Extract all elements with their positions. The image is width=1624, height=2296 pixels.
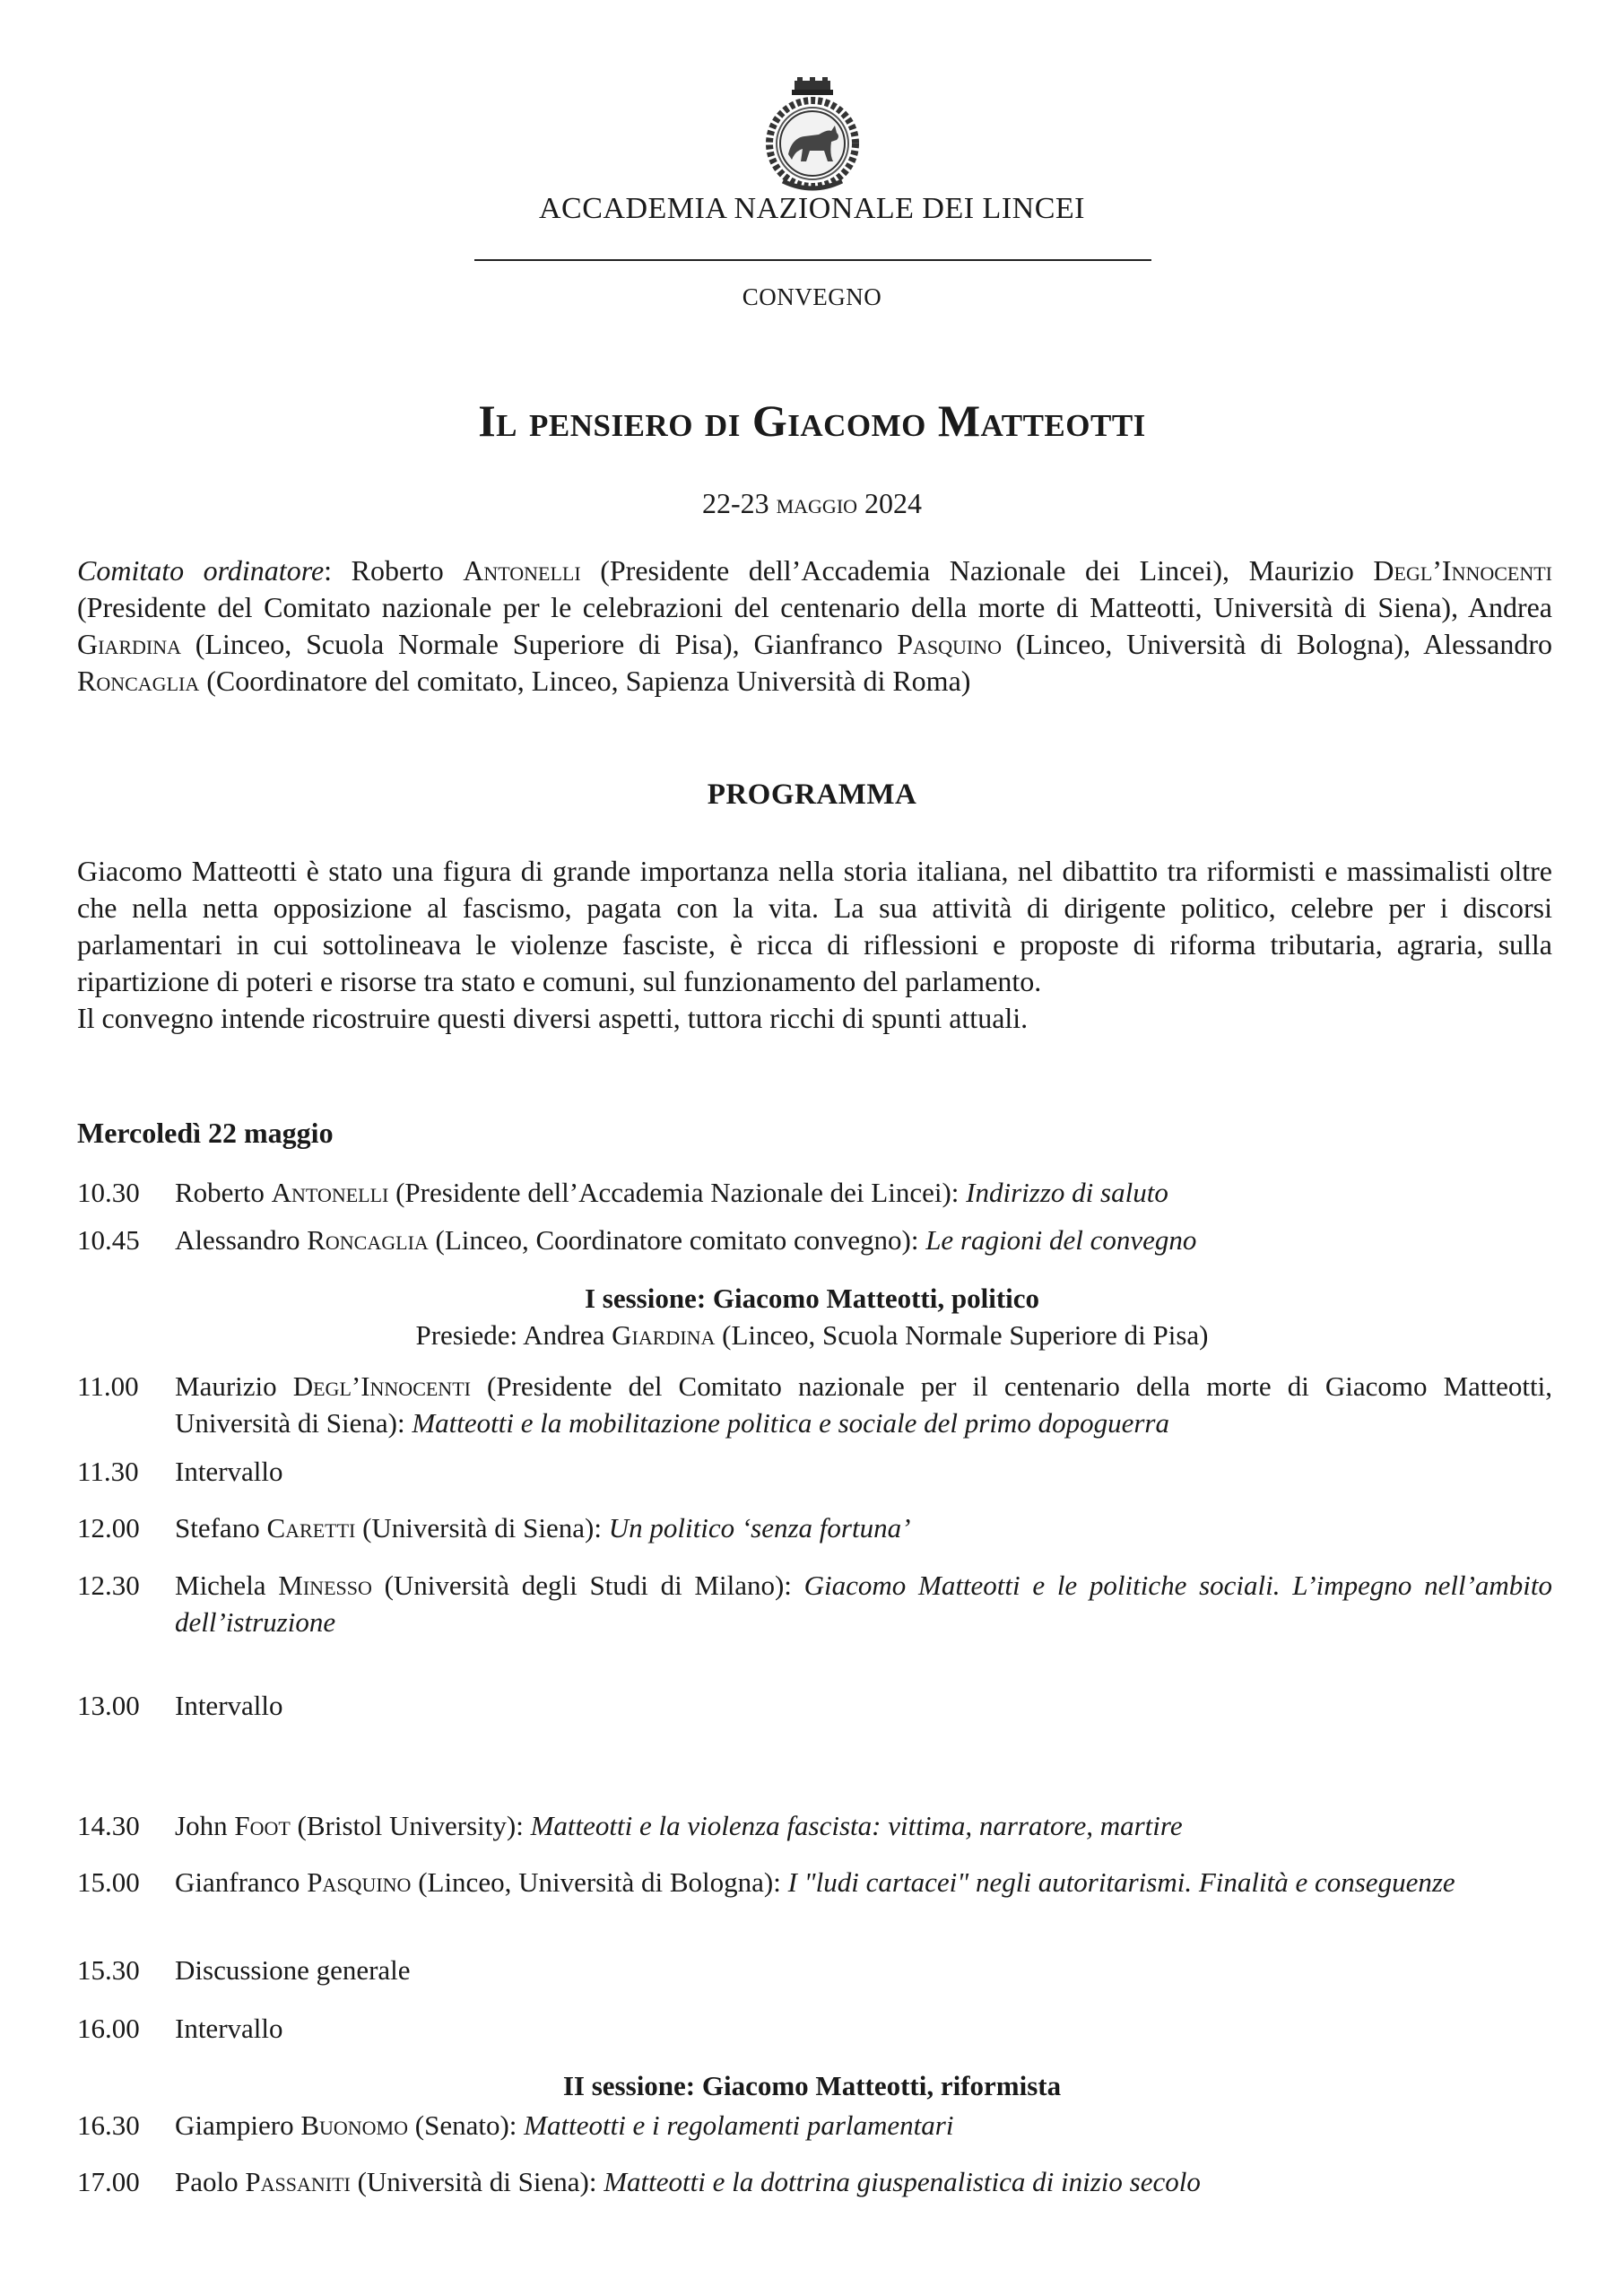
talk-title: Matteotti e la dottrina giuspenalistica di inizio secolo: [604, 2166, 1201, 2197]
member-surname: Antonelli: [463, 554, 581, 587]
talk-title: Giacomo Matteotti e le politiche sociali. L’impegno nell’ambito dell’istruzione: [175, 1570, 1553, 1638]
schedule-time: 10.30: [77, 1177, 140, 1208]
schedule-time: 16.00: [77, 2013, 140, 2044]
talk-title: Un politico ‘senza fortuna’: [608, 1512, 911, 1544]
intro-text: [77, 853, 1552, 1037]
academy-name: ACCADEMIA NAZIONALE DEI LINCEI: [539, 192, 1085, 225]
talk-title: Matteotti e i regolamenti parlamentari: [524, 2109, 954, 2141]
member-surname: Roncaglia: [77, 665, 200, 697]
schedule-time: 12.30: [77, 1570, 140, 1601]
programma-heading: PROGRAMMA: [707, 778, 917, 811]
schedule-time: 11.30: [77, 1456, 139, 1487]
schedule-time: 10.45: [77, 1224, 140, 1256]
schedule-time: 12.00: [77, 1512, 140, 1544]
intro-paragraph: Giacomo Matteotti è stato una figura di grande importanza nella storia italiana, nel dibattito tra riformisti e massimalisti oltre che nella netta opposizione al fascismo, pagata con la vita. La sua attività di dirigente politico, celebre per i discorsi parlamentari in cui sottolineava le violenze fasciste, è ricca di riflessioni e proposte di riforma tributaria, agraria, sulla ripartizione di poteri e risorse tra stato e comuni, sul funzionamento del parlamento.: [77, 855, 1552, 997]
schedule-row: 16.30 Giampiero Buonomo (Senato): Matteotti e i regolamenti parlamentari: [77, 2107, 1552, 2144]
schedule-time: 13.00: [77, 1690, 140, 1721]
schedule-time: 15.00: [77, 1866, 140, 1898]
schedule-row: 15.30 Discussione generale: [77, 1952, 1552, 1988]
schedule-time: 15.30: [77, 1954, 140, 1986]
talk-title: Indirizzo di saluto: [966, 1177, 1168, 1208]
organizing-committee: Comitato ordinatore: Roberto Antonelli (Presidente dell’Accademia Nazionale dei Lincei), Maurizio Degl’Innocenti (Presidente del Comitato nazionale per le celebrazioni del centenario della morte di Matteotti, Università di Siena), Andrea Giardina (Linceo, Scuola Normale Superiore di Pisa), Gianfranco Pasquino (Linceo, Università di Bologna), Alessandro Roncaglia (Coordinatore del comitato, Linceo, Sapienza Università di Roma): [77, 554, 1553, 697]
session-heading: [0, 2067, 1624, 2104]
talk-title: I "ludi cartacei" negli autoritarismi. Finalità e conseguenze: [787, 1866, 1455, 1898]
day-heading: Mercoledì 22 maggio: [77, 1117, 334, 1149]
schedule-row: 11.30 Intervallo: [77, 1453, 1552, 1490]
schedule-row: 10.45 Alessandro Roncaglia (Linceo, Coordinatore comitato convegno): Le ragioni del convegno: [77, 1222, 1552, 1258]
speaker-surname: Buonomo: [300, 2109, 409, 2141]
speaker-surname: Foot: [234, 1810, 291, 1841]
event-type: CONVEGNO: [742, 283, 882, 310]
conference-title: Il pensiero di Giacomo Matteotti: [478, 396, 1146, 446]
talk-title: Matteotti e la mobilitazione politica e sociale del primo dopoguerra: [412, 1407, 1169, 1439]
schedule-row: 10.30 Roberto Antonelli (Presidente dell’Accademia Nazionale dei Lincei): Indirizzo di saluto: [77, 1174, 1552, 1211]
conference-date: 22-23 maggio 2024: [701, 487, 923, 519]
session-title: II sessione: Giacomo Matteotti, riformista: [562, 2070, 1062, 2101]
schedule-time: 11.00: [77, 1370, 139, 1402]
schedule-row: 17.00 Paolo Passaniti (Università di Siena): Matteotti e la dottrina giuspenalistica di inizio secolo: [77, 2163, 1552, 2200]
schedule-row: 15.00 Gianfranco Pasquino (Linceo, Università di Bologna): I "ludi cartacei" negli autoritarismi. Finalità e conseguenze: [77, 1864, 1552, 1900]
schedule-time: 16.30: [77, 2109, 140, 2141]
session-heading: [0, 1280, 1624, 1353]
schedule-time: 17.00: [77, 2166, 140, 2197]
schedule-time: 14.30: [77, 1810, 140, 1841]
intro-paragraph: Il convegno intende ricostruire questi diversi aspetti, tuttora ricchi di spunti attuali.: [77, 1002, 1029, 1034]
committee-label: Comitato ordinatore: [77, 554, 325, 587]
lynx-seal-icon: [765, 77, 860, 197]
schedule-row: 14.30 John Foot (Bristol University): Matteotti e la violenza fascista: vittima, narratore, martire: [77, 1807, 1552, 1844]
speaker-surname: Minesso: [278, 1570, 372, 1601]
speaker-surname: Degl’Innocenti: [292, 1370, 471, 1402]
schedule-row: 12.00 Stefano Caretti (Università di Siena): Un politico ‘senza fortuna’: [77, 1509, 1552, 1546]
member-surname: Degl’Innocenti: [1373, 554, 1553, 587]
speaker-surname: Passaniti: [245, 2166, 351, 2197]
session-title: I sessione: Giacomo Matteotti, politico: [584, 1283, 1040, 1314]
speaker-surname: Antonelli: [271, 1177, 389, 1208]
talk-title: Le ragioni del convegno: [925, 1224, 1197, 1256]
speaker-surname: Caretti: [266, 1512, 356, 1544]
schedule-row: 16.00 Intervallo: [77, 2010, 1552, 2047]
speaker-surname: Roncaglia: [307, 1224, 429, 1256]
session-chair: Presiede: Andrea Giardina (Linceo, Scuola Normale Superiore di Pisa): [415, 1319, 1209, 1351]
schedule-row: 13.00 Intervallo: [77, 1687, 1552, 1724]
member-surname: Giardina: [77, 628, 181, 660]
member-surname: Pasquino: [897, 628, 1003, 660]
schedule-row: 11.00 Maurizio Degl’Innocenti (Presidente del Comitato nazionale per il centenario della morte di Giacomo Matteotti, Università di Siena): Matteotti e la mobilitazione politica e sociale del primo dopoguerra: [77, 1368, 1552, 1441]
speaker-surname: Pasquino: [307, 1866, 412, 1898]
talk-title: Matteotti e la violenza fascista: vittima, narratore, martire: [530, 1810, 1183, 1841]
header-rule: [474, 259, 1151, 261]
schedule-row: 12.30 Michela Minesso (Università degli Studi di Milano): Giacomo Matteotti e le politiche sociali. L’impegno nell’ambito dell’istruzione: [77, 1567, 1552, 1640]
